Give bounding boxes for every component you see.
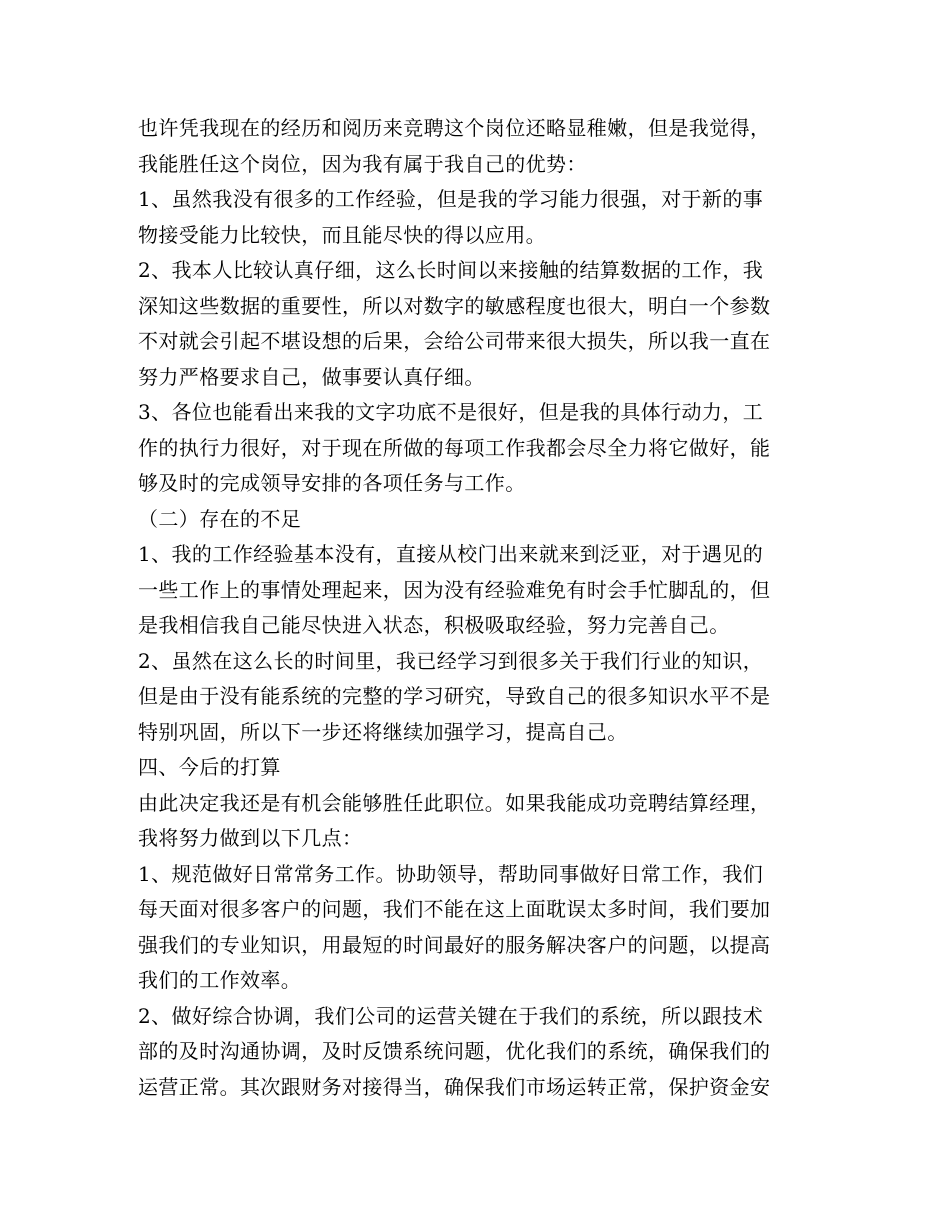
document-body [138, 111, 818, 1105]
text-line: 作的执行力很好，对于现在所做的每项工作我都会尽全力将它做好，能 [138, 435, 771, 460]
text-line: 运营正常。其次跟财务对接得当，确保我们市场运转正常，保护资金安 [138, 1074, 771, 1099]
text-line: 部的及时沟通协调，及时反馈系统问题，优化我们的系统，确保我们的 [138, 1039, 771, 1063]
text-line: 每天面对很多客户的问题，我们不能在这上面耽误太多时间，我们要加 [138, 897, 771, 921]
section-heading: 四、今后的打算 [138, 755, 281, 779]
list-item-text: 3、各位也能看出来我的文字功底不是很好，但是我的具体行动力，工 [138, 400, 764, 424]
text-line: 物接受能力比较快，而且能尽快的得以应用。 [138, 222, 546, 247]
text-line: 努力严格要求自己，做事要认真仔细。 [138, 364, 485, 389]
text-line: 深知这些数据的重要性，所以对数字的敏感程度也很大，明白一个参数 [138, 293, 771, 318]
text-line: 一些工作上的事情处理起来，因为没有经验难免有时会手忙脚乱的，但 [138, 577, 771, 602]
text-line: 是我相信我自己能尽快进入状态，积极吸取经验，努力完善自己。 [138, 613, 730, 637]
text-line: 也许凭我现在的经历和阅历来竞聘这个岗位还略显稚嫩，但是我觉得， [138, 116, 771, 140]
text-line: 但是由于没有能系统的完整的学习研究，导致自己的很多知识水平不是 [138, 684, 771, 708]
list-item-text: 1、我的工作经验基本没有，直接从校门出来就来到泛亚，对于遇见的 [138, 542, 764, 566]
list-item-text: 1、虽然我没有很多的工作经验，但是我的学习能力很强，对于新的事 [138, 187, 764, 211]
text-line: 我能胜任这个岗位，因为我有属于我自己的优势： [138, 151, 587, 176]
text-line: 不对就会引起不堪设想的后果，会给公司带来很大损失，所以我一直在 [138, 329, 771, 353]
text-line: 由此决定我还是有机会能够胜任此职位。如果我能成功竞聘结算经理， [138, 790, 771, 815]
list-item-text: 1、规范做好日常常务工作。协助领导，帮助同事做好日常工作，我们 [138, 861, 764, 886]
section-heading: （二）存在的不足 [138, 506, 302, 531]
text-line: 特别巩固，所以下一步还将继续加强学习，提高自己。 [138, 719, 628, 744]
list-item-text: 2、做好综合协调，我们公司的运营关键在于我们的系统，所以跟技术 [138, 1003, 764, 1028]
text-line: 够及时的完成领导安排的各项任务与工作。 [138, 471, 526, 495]
text-line: 我们的工作效率。 [138, 968, 302, 992]
text-line: 强我们的专业知识，用最短的时间最好的服务解决客户的问题，以提高 [138, 932, 771, 957]
list-item-text: 2、虽然在这么长的时间里，我已经学习到很多关于我们行业的知识， [138, 648, 764, 673]
text-line: 我将努力做到以下几点： [138, 826, 363, 850]
list-item-text: 2、我本人比较认真仔细，这么长时间以来接触的结算数据的工作，我 [138, 258, 764, 282]
